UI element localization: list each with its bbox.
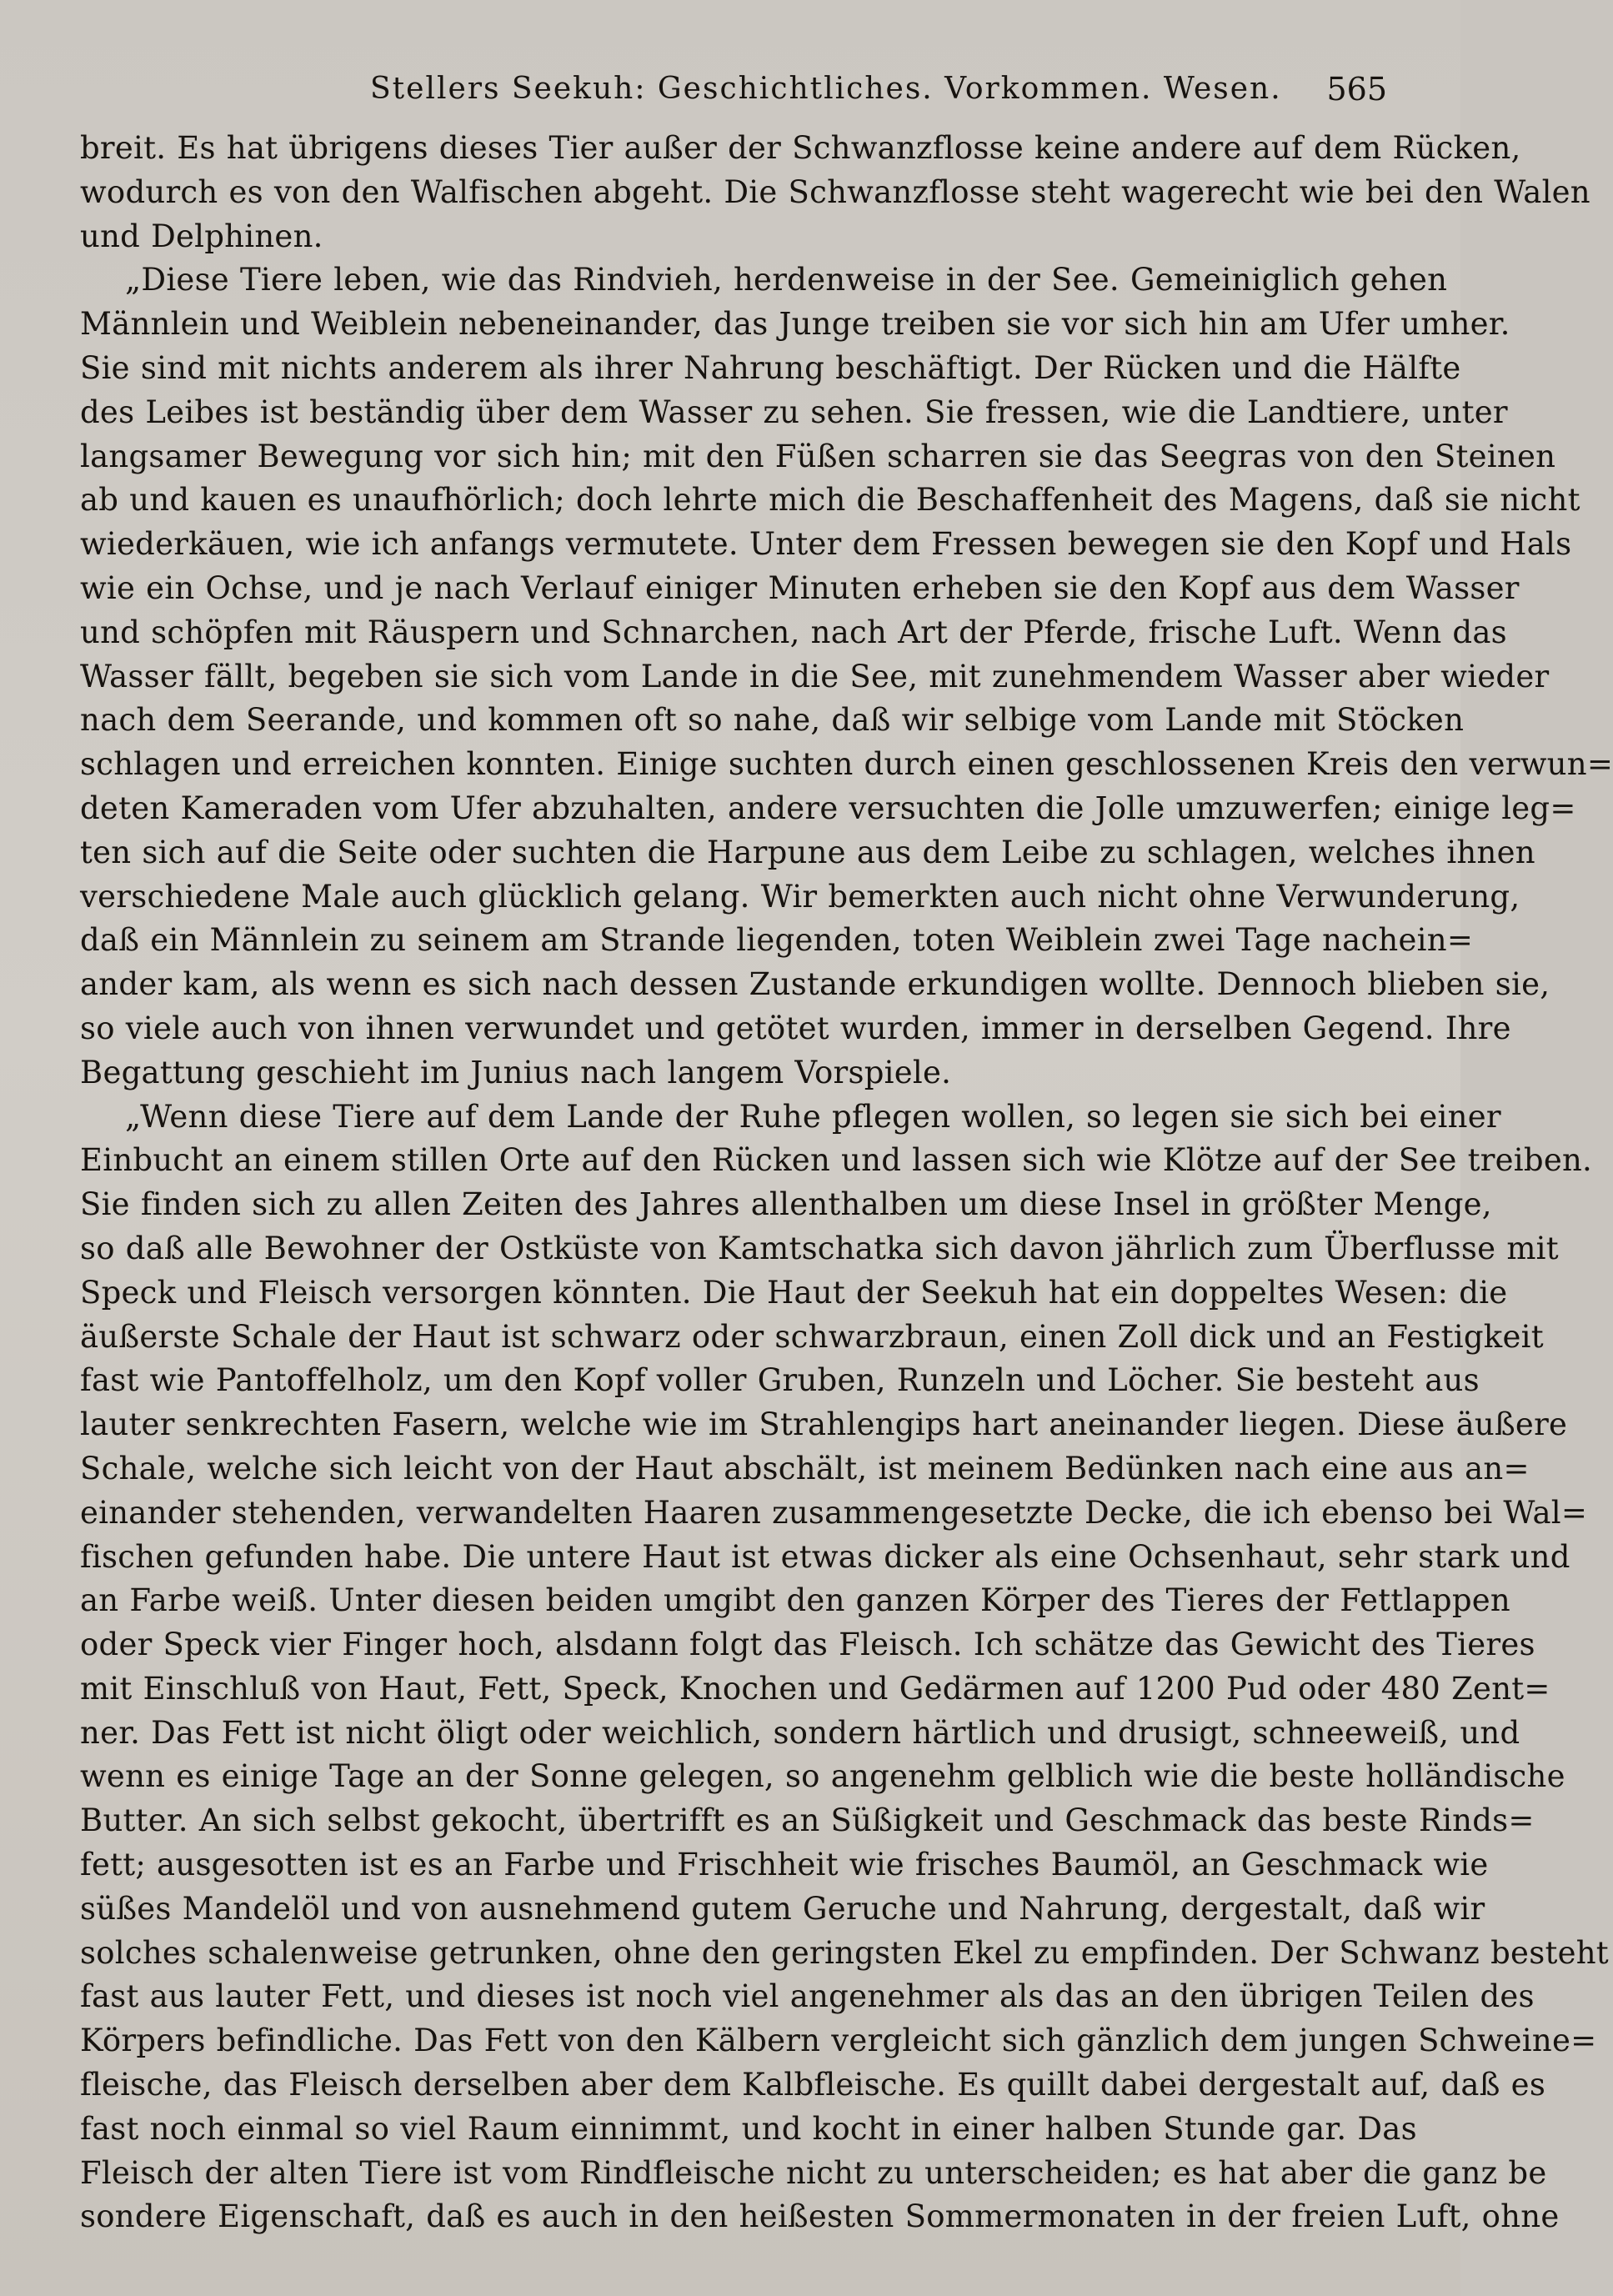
text-line: so viele auch von ihnen verwundet und getötet wurden, immer in derselben Gegend. Ihre: [80, 1010, 1511, 1046]
text-line: langsamer Bewegung vor sich hin; mit den Füßen scharren sie das Seegras von den Steinen: [80, 438, 1556, 474]
text-line: verschiedene Male auch glücklich gelang. Wir bemerkten auch nicht ohne Verwunderung,: [80, 878, 1520, 915]
text-line: an Farbe weiß. Unter diesen beiden umgibt den ganzen Körper des Tieres der Fettlappen: [80, 1582, 1510, 1619]
text-line: sondere Eigenschaft, daß es auch in den heißesten Sommermonaten in der freien Luft, ohne: [80, 2198, 1560, 2235]
text-line: und Delphinen.: [80, 218, 323, 254]
text-line: „Diese Tiere leben, wie das Rindvieh, herdenweise in der See. Gemeiniglich gehen: [125, 262, 1448, 298]
text-line: Sie sind mit nichts anderem als ihrer Nahrung beschäftigt. Der Rücken und die Hälfte: [80, 349, 1461, 386]
text-line: „Wenn diese Tiere auf dem Lande der Ruhe pflegen wollen, so legen sie sich bei einer: [125, 1098, 1501, 1135]
text-line: ab und kauen es unaufhörlich; doch lehrte mich die Beschaffenheit des Magens, daß sie nicht: [80, 482, 1580, 519]
text-line: solches schalenweise getrunken, ohne den geringsten Ekel zu empfinden. Der Schwanz besteht: [80, 1934, 1609, 1971]
text-line: des Leibes ist beständig über dem Wasser zu sehen. Sie fressen, wie die Landtiere, unter: [80, 394, 1508, 430]
text-line: deten Kameraden vom Ufer abzuhalten, andere versuchten die Jolle umzuwerfen; einige leg=: [80, 790, 1576, 826]
text-line: wenn es einige Tage an der Sonne gelegen, so angenehm gelblich wie die beste holländische: [80, 1758, 1565, 1795]
text-line: daß ein Männlein zu seinem am Strande liegenden, toten Weiblein zwei Tage nachein=: [80, 922, 1474, 959]
text-line: oder Speck vier Finger hoch, alsdann folgt das Fleisch. Ich schätze das Gewicht des Tieres: [80, 1627, 1535, 1663]
text-line: so daß alle Bewohner der Ostküste von Kamtschatka sich davon jährlich zum Überflusse mit: [80, 1230, 1559, 1266]
text-line: fleische, das Fleisch derselben aber dem Kalbfleische. Es quillt dabei dergestalt auf, daß es: [80, 2067, 1546, 2103]
text-line: mit Einschluß von Haut, Fett, Speck, Knochen und Gedärmen auf 1200 Pud oder 480 Zent=: [80, 1670, 1550, 1707]
text-line: Körpers befindliche. Das Fett von den Kälbern vergleicht sich gänzlich dem jungen Schweine=: [80, 2023, 1597, 2059]
text-line: Einbucht an einem stillen Orte auf den Rücken und lassen sich wie Klötze auf der See treiben.: [80, 1142, 1593, 1179]
text-line: süßes Mandelöl und von ausnehmend gutem Geruche und Nahrung, dergestalt, daß wir: [80, 1890, 1485, 1927]
text-line: fast aus lauter Fett, und dieses ist noch viel angenehmer als das an den übrigen Teilen des: [80, 1978, 1535, 2015]
text-line: lauter senkrechten Fasern, welche wie im Strahlengips hart aneinander liegen. Diese äußere: [80, 1406, 1568, 1443]
text-line: schlagen und erreichen konnten. Einige suchten durch einen geschlossenen Kreis den verwun=: [80, 746, 1613, 783]
text-line: Wasser fällt, begeben sie sich vom Lande in die See, mit zunehmendem Wasser aber wieder: [80, 658, 1550, 694]
text-line: äußerste Schale der Haut ist schwarz oder schwarzbraun, einen Zoll dick und an Festigkeit: [80, 1318, 1544, 1355]
page-number: 565: [1326, 71, 1387, 108]
text-line: Sie finden sich zu allen Zeiten des Jahres allenthalben um diese Insel in größter Menge,: [80, 1186, 1492, 1223]
text-line: wodurch es von den Walfischen abgeht. Die Schwanzflosse steht wagerecht wie bei den Walen: [80, 173, 1590, 210]
text-line: Begattung geschieht im Junius nach langem Vorspiele.: [80, 1054, 952, 1090]
text-line: ten sich auf die Seite oder suchten die Harpune aus dem Leibe zu schlagen, welches ihnen: [80, 834, 1535, 870]
text-line: und schöpfen mit Räuspern und Schnarchen, nach Art der Pferde, frische Luft. Wenn das: [80, 614, 1507, 650]
text-line: Speck und Fleisch versorgen könnten. Die Haut der Seekuh hat ein doppeltes Wesen: die: [80, 1274, 1508, 1311]
text-line: einander stehenden, verwandelten Haaren zusammengesetzte Decke, die ich ebenso bei Wal=: [80, 1494, 1588, 1531]
text-line: fischen gefunden habe. Die untere Haut ist etwas dicker als eine Ochsenhaut, sehr stark und: [80, 1538, 1570, 1575]
text-line: fett; ausgesotten ist es an Farbe und Frischheit wie frisches Baumöl, an Geschmack wie: [80, 1847, 1489, 1883]
text-line: wiederkäuen, wie ich anfangs vermutete. Unter dem Fressen bewegen sie den Kopf und Hals: [80, 526, 1572, 563]
text-line: Fleisch der alten Tiere ist vom Rindfleische nicht zu unterscheiden; es hat aber die ganz be: [80, 2154, 1547, 2191]
text-line: Männlein und Weiblein nebeneinander, das Junge treiben sie vor sich hin am Ufer umher.: [80, 306, 1510, 343]
text-line: nach dem Seerande, und kommen oft so nahe, daß wir selbige vom Lande mit Stöcken: [80, 702, 1465, 739]
text-line: fast noch einmal so viel Raum einnimmt, und kocht in einer halben Stunde gar. Das: [80, 2110, 1417, 2147]
text-line: ander kam, als wenn es sich nach dessen Zustande erkundigen wollte. Dennoch blieben sie,: [80, 966, 1550, 1003]
text-line: Butter. An sich selbst gekocht, übertrifft es an Süßigkeit und Geschmack das beste Rinds=: [80, 1802, 1535, 1839]
body-text: [80, 127, 1613, 2269]
text-line: breit. Es hat übrigens dieses Tier außer der Schwanzflosse keine andere auf dem Rücken,: [80, 130, 1521, 166]
text-line: Schale, welche sich leicht von der Haut abschält, ist meinem Bedünken nach eine aus an=: [80, 1450, 1530, 1486]
text-line: fast wie Pantoffelholz, um den Kopf voller Gruben, Runzeln und Löcher. Sie besteht aus: [80, 1362, 1480, 1399]
text-line: wie ein Ochse, und je nach Verlauf einiger Minuten erheben sie den Kopf aus dem Wasser: [80, 569, 1520, 606]
text-line: ner. Das Fett ist nicht öligt oder weichlich, sondern härtlich und drusigt, schneeweiß, und: [80, 1714, 1520, 1751]
running-head: Stellers Seekuh: Geschichtliches. Vorkommen. Wesen.: [370, 72, 1282, 106]
page-header: [80, 60, 1387, 118]
